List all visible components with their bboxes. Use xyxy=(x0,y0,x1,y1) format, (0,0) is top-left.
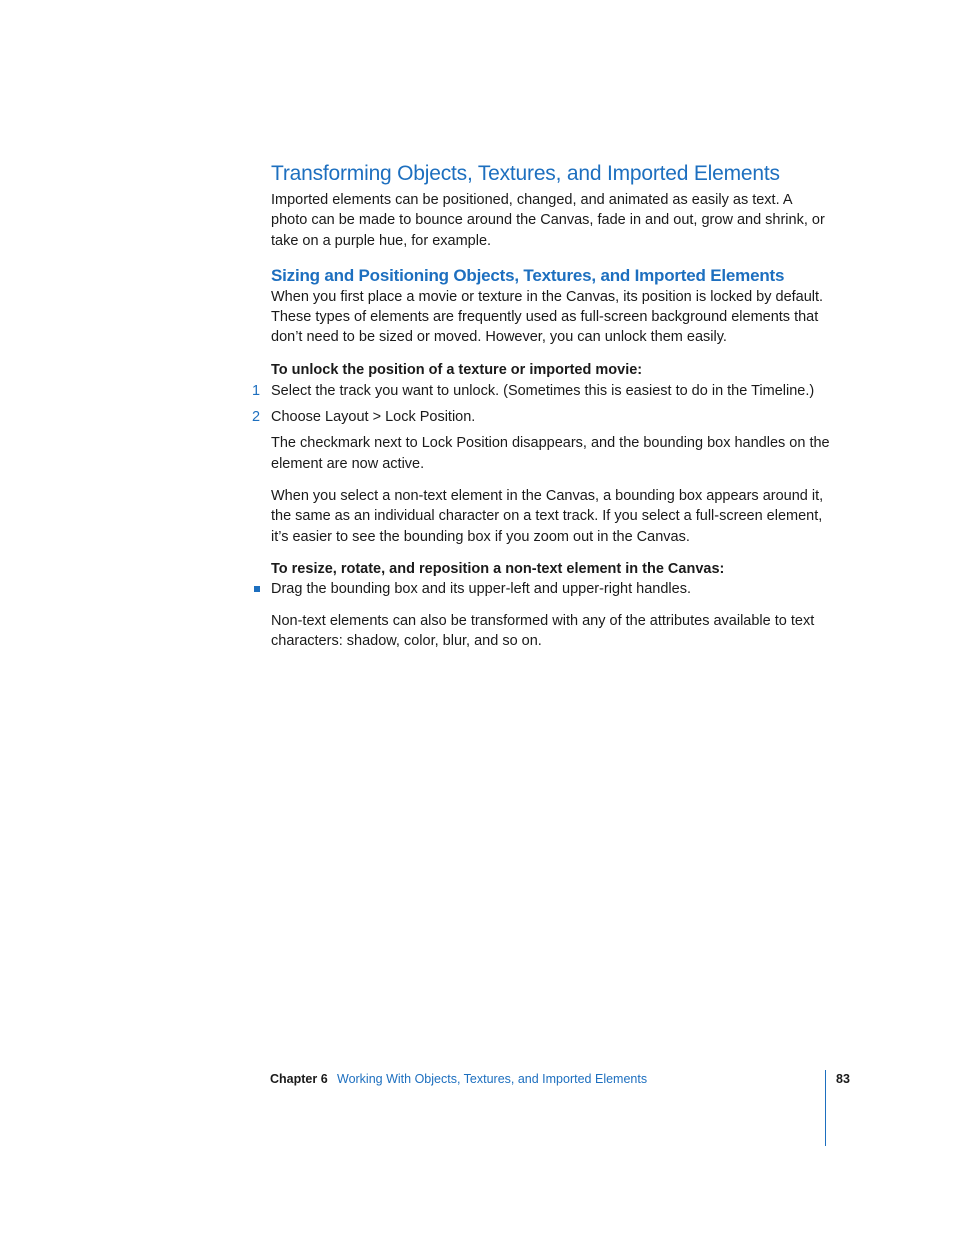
step-number: 2 xyxy=(252,409,261,426)
section-heading: Transforming Objects, Textures, and Imported Elements xyxy=(271,162,780,185)
paragraph-attributes: Non-text elements can also be transformed with any of the attributes available to text characters: shadow, color, blur, and so on. xyxy=(271,613,815,650)
step-text: Choose Layout > Lock Position. xyxy=(271,409,476,426)
step-result: The checkmark next to Lock Position disappears, and the bounding box handles on the element are now active. xyxy=(271,435,830,472)
step-text: Select the track you want to unlock. (Sometimes this is easiest to do in the Timeline.) xyxy=(271,382,815,399)
page-number: 83 xyxy=(836,1072,850,1086)
step-2 xyxy=(252,407,831,427)
page-content xyxy=(252,160,831,652)
square-bullet-icon xyxy=(254,586,260,592)
footer-chapter-title: Working With Objects, Textures, and Imported Elements xyxy=(337,1072,648,1086)
procedure-title-unlock: To unlock the position of a texture or imported movie: xyxy=(271,361,643,378)
step-1 xyxy=(252,381,831,401)
step-number: 1 xyxy=(252,382,261,399)
footer-chapter: Chapter 6 xyxy=(270,1072,328,1086)
subsection-heading: Sizing and Positioning Objects, Textures, and Imported Elements xyxy=(271,265,785,285)
paragraph-select: When you select a non-text element in the Canvas, a bounding box appears around it, the same as an individual character on a text track. If you select a full-screen element, it’s easier to see the bounding box if you zoom out in the Canvas. xyxy=(271,487,824,545)
footer-divider xyxy=(825,1070,826,1146)
procedure-title-resize: To resize, rotate, and reposition a non-text element in the Canvas: xyxy=(271,560,725,577)
subsection-intro: When you first place a movie or texture in the Canvas, its position is locked by default. These types of elements are frequently used as full-screen background elements that don’t need to be sized or moved. However, you can unlock them easily. xyxy=(271,288,824,346)
bullet-item xyxy=(271,579,831,599)
bullet-text: Drag the bounding box and its upper-left and upper-right handles. xyxy=(271,580,691,597)
section-intro: Imported elements can be positioned, changed, and animated as easily as text. A photo can be made to bounce around the Canvas, fade in and out, grow and shrink, or take on a purple hue, for example. xyxy=(271,192,825,249)
